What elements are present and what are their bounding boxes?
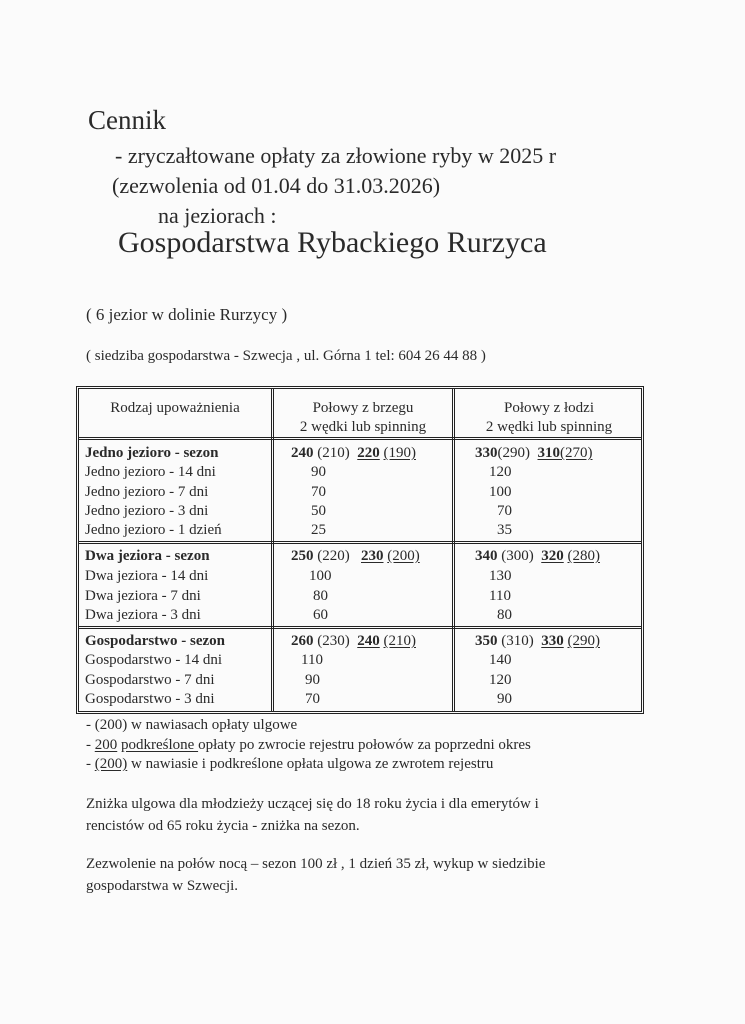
row-label: Dwa jeziora - 14 dni [85, 568, 209, 584]
boat-price-cell: 80 [497, 607, 512, 623]
table-divider [79, 626, 641, 629]
note-combined: - (200) w nawiasie i podkreślone opłata ulgowa ze zwrotem rejestru [86, 756, 494, 772]
subtitle-lakes: na jeziorach : [158, 203, 277, 228]
boat-price-cell: 70 [497, 503, 512, 519]
table-divider [79, 437, 641, 440]
note-reduced: - (200) w nawiasach opłaty ulgowe [86, 717, 298, 733]
shore-price-cell: 50 [311, 503, 326, 519]
shore-price-cell: 110 [301, 652, 323, 668]
boat-price-cell: 90 [497, 691, 512, 707]
shore-price-cell: 70 [311, 484, 326, 500]
discount-line1: Zniżka ulgowa dla młodzieży uczącej się do 18 roku życia i dla emerytów i [86, 796, 539, 812]
price-table [76, 386, 644, 714]
note-underlined: - 200 podkreślone opłaty po zwrocie rejestru połowów za poprzedni okres [86, 737, 531, 753]
subtitle-validity: (zezwolenia od 01.04 do 31.03.2026) [112, 173, 441, 198]
organization-name: Gospodarstwa Rybackiego Rurzyca [118, 226, 547, 259]
boat-price-cell: 110 [489, 588, 511, 604]
discount-line2: rencistów od 65 roku życia - zniżka na sezon. [86, 818, 360, 834]
header-boat-line2: 2 wędki lub spinning [485, 419, 613, 435]
row-label: Jedno jezioro - sezon [85, 445, 219, 461]
shore-price-cell: 240 (210) 220 (190) [291, 445, 416, 461]
row-label: Dwa jeziora - sezon [85, 548, 210, 564]
shore-price-cell: 60 [313, 607, 328, 623]
shore-price-cell: 90 [311, 464, 326, 480]
header-shore-line2: 2 wędki lub spinning [299, 419, 427, 435]
shore-price-cell: 250 (220) 230 (200) [291, 548, 420, 564]
shore-price-cell: 70 [305, 691, 320, 707]
night-permit-line2: gospodarstwa w Szwecji. [86, 878, 239, 894]
boat-price-cell: 340 (300) 320 (280) [475, 548, 600, 564]
row-label: Jedno jezioro - 3 dni [85, 503, 209, 519]
boat-price-cell: 330(290) 310(270) [475, 445, 593, 461]
header-boat-line1: Połowy z łodzi [504, 400, 594, 416]
lakes-note: ( 6 jezior w dolinie Rurzycy ) [86, 305, 288, 324]
table-divider [79, 541, 641, 544]
night-permit-line1: Zezwolenie na połów nocą – sezon 100 zł , 1 dzień 35 zł, wykup w siedzibie [86, 856, 546, 872]
boat-price-cell: 120 [489, 672, 512, 688]
row-label: Jedno jezioro - 14 dni [85, 464, 216, 480]
shore-price-cell: 90 [305, 672, 320, 688]
shore-price-cell: 25 [311, 522, 326, 538]
header-shore-line1: Połowy z brzegu [312, 400, 414, 416]
row-label: Gospodarstwo - 3 dni [85, 691, 215, 707]
boat-price-cell: 100 [489, 484, 512, 500]
row-label: Gospodarstwo - sezon [85, 633, 226, 649]
shore-price-cell: 80 [313, 588, 328, 604]
seat-address: ( siedziba gospodarstwa - Szwecja , ul. Górna 1 tel: 604 26 44 88 ) [86, 348, 486, 364]
row-label: Dwa jeziora - 7 dni [85, 588, 201, 604]
boat-price-cell: 350 (310) 330 (290) [475, 633, 600, 649]
boat-price-cell: 35 [497, 522, 512, 538]
row-label: Jedno jezioro - 1 dzień [85, 522, 222, 538]
row-label: Gospodarstwo - 14 dni [85, 652, 223, 668]
subtitle-fees: - zryczałtowane opłaty za złowione ryby w 2025 r [115, 143, 557, 168]
row-label: Gospodarstwo - 7 dni [85, 672, 215, 688]
shore-price-cell: 260 (230) 240 (210) [291, 633, 416, 649]
row-label: Dwa jeziora - 3 dni [85, 607, 201, 623]
boat-price-cell: 140 [489, 652, 512, 668]
page-title: Cennik [88, 105, 166, 135]
boat-price-cell: 130 [489, 568, 512, 584]
boat-price-cell: 120 [489, 464, 512, 480]
header-type: Rodzaj upoważnienia [110, 400, 240, 416]
shore-price-cell: 100 [309, 568, 332, 584]
row-label: Jedno jezioro - 7 dni [85, 484, 209, 500]
